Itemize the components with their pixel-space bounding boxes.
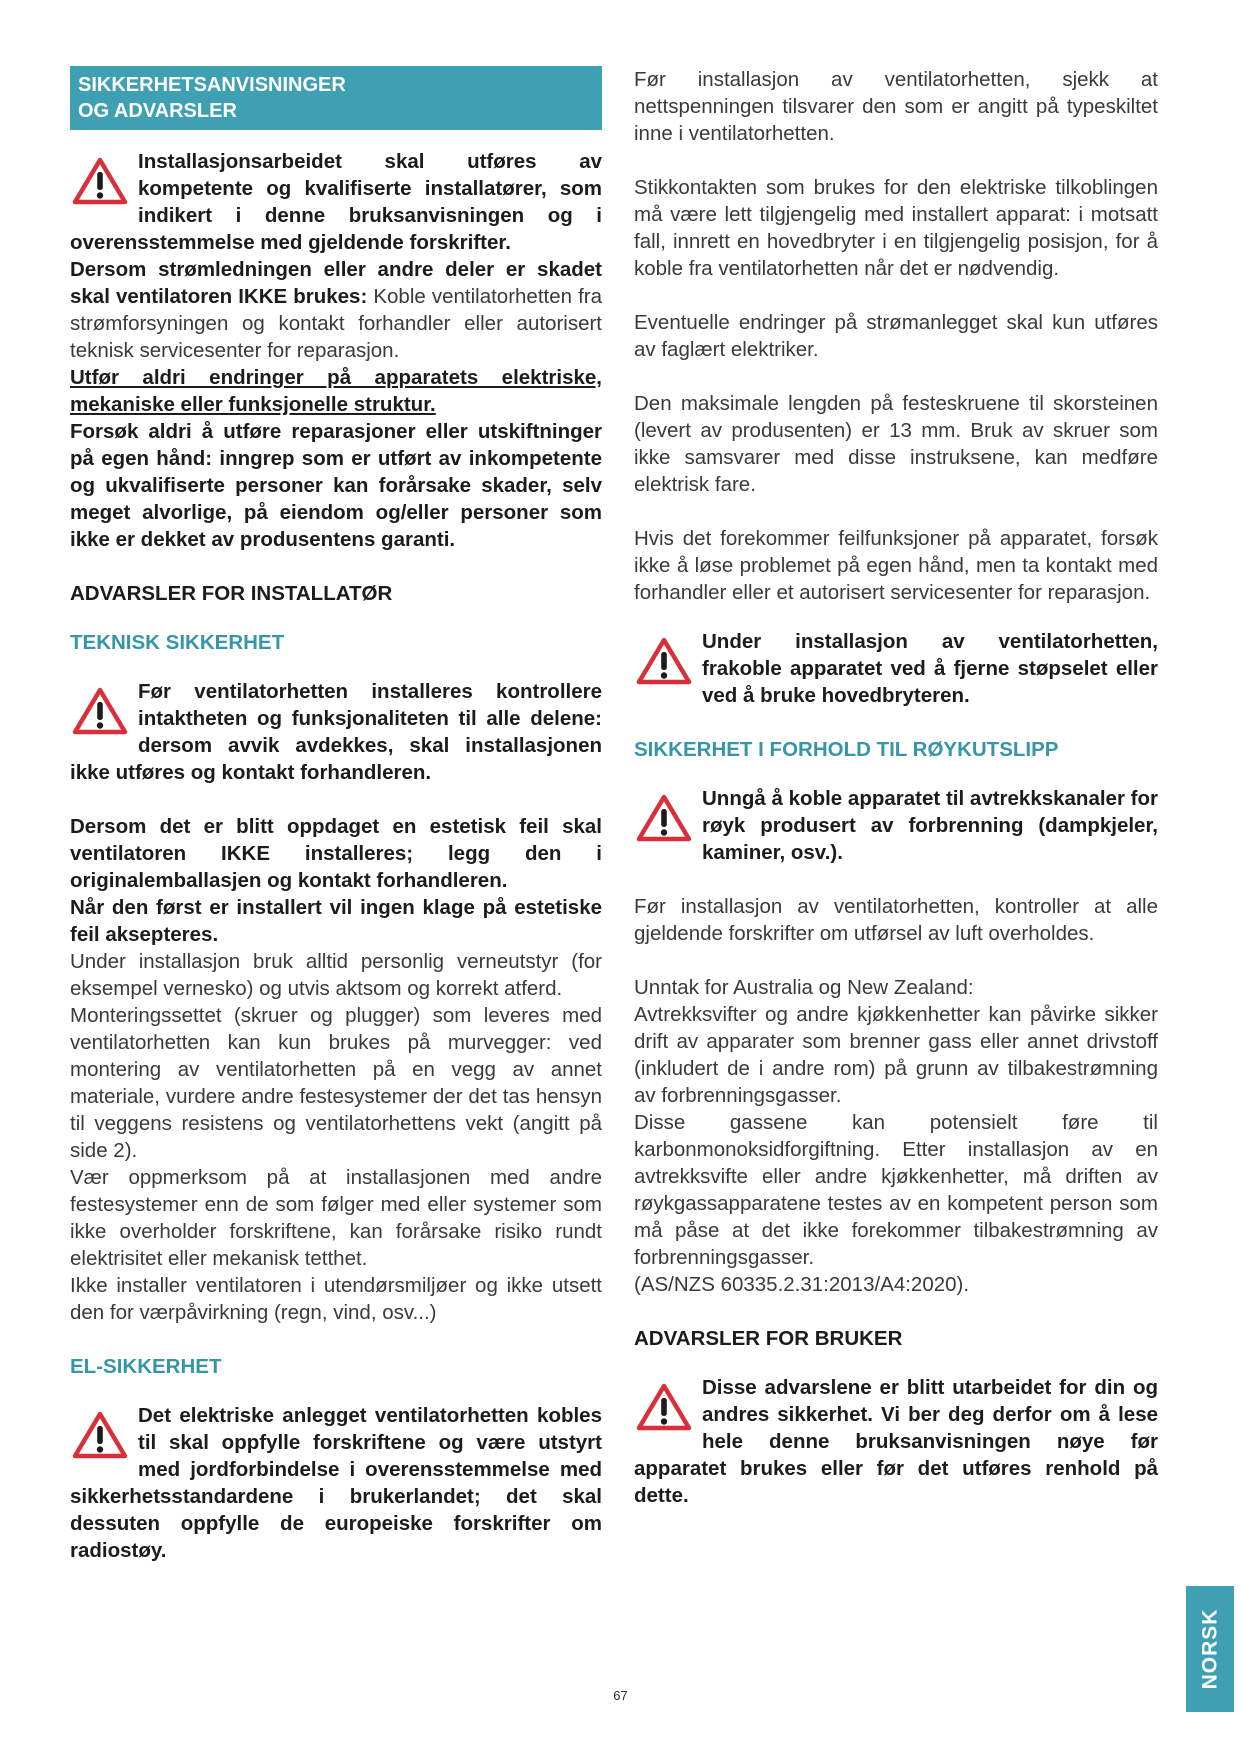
warning-text: Før ventilatorhetten installeres kontrollere intaktheten og funksjonaliteten til alle delene: dersom avvik avdekkes, skal installasjonen ikke utføres og kontakt forhandleren. bbox=[70, 680, 602, 784]
other-fixing-systems-paragraph: Vær oppmerksom på at installasjonen med andre festesystemer enn de som følger med eller systemer som ikke overholder forskriftene, kan forårsake risiko rundt elektrisitet eller mekanisk tetthet. bbox=[70, 1166, 602, 1270]
warning-triangle-icon bbox=[72, 686, 128, 736]
socket-access-paragraph: Stikkontakten som brukes for den elektriske tilkoblingen må være lett tilgjengelig med installert apparat: i motsatt fall, innrett en hovedbryter i en tilgjengelig posisjon, for å koble fra ventilatorhetten når det er nødvendig. bbox=[634, 176, 1158, 280]
warning-triangle-icon bbox=[636, 793, 692, 843]
damaged-cable-bold: Dersom strømledningen eller andre deler er skadet skal ventilatoren IKKE brukes: bbox=[70, 258, 602, 308]
warning-disconnect bbox=[634, 628, 1158, 709]
section-banner bbox=[70, 66, 602, 130]
heading-technical-safety: TEKNISK SIKKERHET bbox=[70, 631, 285, 654]
warning-installation-qualified bbox=[70, 148, 602, 256]
carbon-monoxide-paragraph: Disse gassene kan potensielt føre til karbonmonoksidforgiftning. Etter installasjon av en avtrekksvifte eller andre kjøkkenhetter, må driften av røykgassapparatene testes av en kompetent person som må påse at det ikke forekommer tilbakestrømning av forbrenningsgasser. bbox=[634, 1111, 1158, 1269]
protective-equipment-paragraph: Under installasjon bruk alltid personlig verneutstyr (for eksempel vernesko) og utvis aktsom og korrekt atferd. bbox=[70, 950, 602, 1000]
warning-text: Det elektriske anlegget ventilatorhetten kobles til skal oppfylle forskriftene og være utstyrt med jordforbindelse i overensstemmelse med sikkerhetsstandardene i brukerlandet; det skal dessuten oppfylle de europeiske forskrifter om radiostøy. bbox=[70, 1404, 602, 1562]
warning-triangle-icon bbox=[72, 1410, 128, 1460]
warning-triangle-icon bbox=[72, 156, 128, 206]
malfunction-paragraph: Hvis det forekommer feilfunksjoner på apparatet, forsøk ikke å løse problemet på egen hånd, men ta kontakt med forhandler eller et autorisert servicesenter for reparasjon. bbox=[634, 527, 1158, 604]
no-complaints-paragraph: Når den først er installert vil ingen klage på estetiske feil aksepteres. bbox=[70, 896, 602, 946]
left-column bbox=[70, 66, 602, 1564]
warning-text: Unngå å koble apparatet til avtrekkskanaler for røyk produsert av forbrenning (dampkjeler, kaminer, osv.). bbox=[702, 787, 1158, 864]
no-modifications-paragraph: Utfør aldri endringer på apparatets elektriske, mekaniske eller funksjonelle struktur. bbox=[70, 366, 602, 416]
damaged-cable-paragraph bbox=[70, 256, 602, 364]
heading-installer-warnings: ADVARSLER FOR INSTALLATØR bbox=[70, 582, 393, 605]
damaged-cable-rest: Koble ventilatorhetten fra strømforsyningen og kontakt forhandler eller autorisert teknisk servicesenter for reparasjon. bbox=[70, 285, 602, 362]
heading-electrical-safety: EL-SIKKERHET bbox=[70, 1355, 222, 1378]
page-number: 67 bbox=[613, 1688, 628, 1703]
heading-smoke-safety: SIKKERHET I FORHOLD TIL RØYKUTSLIPP bbox=[634, 738, 1059, 761]
warning-triangle-icon bbox=[636, 1382, 692, 1432]
warning-read-manual bbox=[634, 1374, 1158, 1509]
warning-text: Installasjonsarbeidet skal utføres av kompetente og kvalifiserte installatører, som indikert i denne bruksanvisningen og i overensstemmelse med gjeldende forskrifter. bbox=[70, 150, 602, 254]
qualified-electrician-paragraph: Eventuelle endringer på strømanlegget skal kun utføres av faglært elektriker. bbox=[634, 311, 1158, 361]
mounting-kit-paragraph: Monteringssettet (skruer og plugger) som leveres med ventilatorhetten kan kun brukes på murvegger: ved montering av ventilatorhetten på en vegg av annet materiale, vurdere andre festesystemer der det tas hensyn til veggens resistens og ventilatorhettens vekt (angitt på side 2). bbox=[70, 1004, 602, 1162]
no-self-repair-paragraph: Forsøk aldri å utføre reparasjoner eller utskiftninger på egen hånd: inngrep som er utført av inkompetente og ukvalifiserte personer kan forårsake skader, selv meget alvorlige, på eiendom og/eller personer som ikke er dekket av produsentens garanti. bbox=[70, 420, 602, 551]
warning-check-parts bbox=[70, 678, 602, 786]
no-outdoor-paragraph: Ikke installer ventilatoren i utendørsmiljøer og ikke utsett den for værpåvirkning (regn, vind, osv...) bbox=[70, 1274, 602, 1324]
screw-length-paragraph: Den maksimale lengden på festeskruene til skorsteinen (levert av produsenten) er 13 mm. Bruk av skruer som ikke samsvarer med disse instruksene, kan medføre elektrisk fare. bbox=[634, 392, 1158, 496]
warning-triangle-icon bbox=[636, 636, 692, 686]
language-tab-label: NORSK bbox=[1198, 1608, 1221, 1690]
banner-line-2: OG ADVARSLER bbox=[78, 100, 237, 122]
mains-voltage-paragraph: Før installasjon av ventilatorhetten, sjekk at nettspenningen tilsvarer den som er angitt på typeskiltet inne i ventilatorhetten. bbox=[634, 68, 1158, 145]
warning-text: Disse advarslene er blitt utarbeidet for din og andres sikkerhet. Vi ber deg derfor om å lese hele denne bruksanvisningen nøye før apparatet brukes eller før det utføres renhold på dette. bbox=[634, 1376, 1158, 1507]
australia-nz-exception: Unntak for Australia og New Zealand: bbox=[634, 976, 974, 999]
warning-smoke-ducts bbox=[634, 785, 1158, 866]
air-exhaust-regulations-paragraph: Før installasjon av ventilatorhetten, kontroller at alle gjeldende forskrifter om utførsel av luft overholdes. bbox=[634, 895, 1158, 945]
warning-text: Under installasjon av ventilatorhetten, frakoble apparatet ved å fjerne støpselet eller ved å bruke hovedbryteren. bbox=[702, 630, 1158, 707]
standard-reference: (AS/NZS 60335.2.31:2013/A4:2020). bbox=[634, 1273, 970, 1296]
backflow-paragraph: Avtrekksvifter og andre kjøkkenhetter kan påvirke sikker drift av apparater som brenner gass eller annet drivstoff (inkludert de i andre rom) på grunn av tilbakestrømning av forbrenningsgasser. bbox=[634, 1003, 1158, 1107]
heading-user-warnings: ADVARSLER FOR BRUKER bbox=[634, 1327, 903, 1350]
right-column bbox=[634, 66, 1158, 1509]
warning-electrical-system bbox=[70, 1402, 602, 1564]
aesthetic-defect-paragraph: Dersom det er blitt oppdaget en estetisk feil skal ventilatoren IKKE installeres; legg den i originalemballasjen og kontakt forhandleren. bbox=[70, 815, 602, 892]
banner-line-1: SIKKERHETSANVISNINGER bbox=[78, 74, 346, 96]
